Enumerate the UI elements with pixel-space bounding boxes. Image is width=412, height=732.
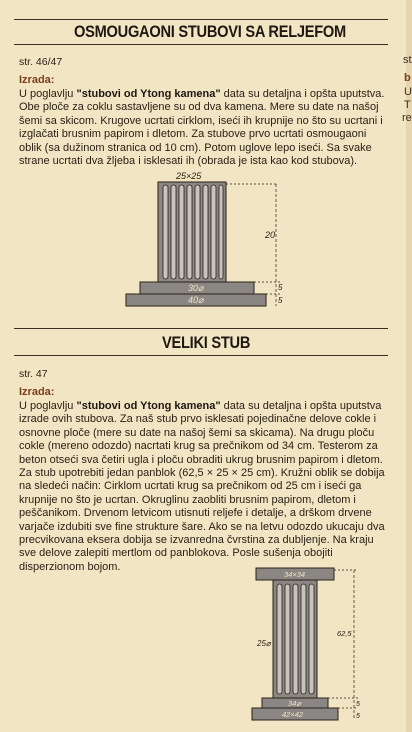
fig1-dim-5-lower: 5 — [278, 296, 283, 305]
fig2-dim-5-upper: 5 — [356, 701, 360, 708]
fig2-mid-label: 34⌀ — [288, 699, 301, 708]
fig1-mid-label: 30⌀ — [188, 283, 204, 293]
section2-figure — [238, 564, 368, 724]
section1-paragraph — [19, 88, 387, 168]
section2-text-post: data su detaljna i opšta uputstva izrade ovih stubova. Za naš stub prvo isklesati pojedinačne delove cokle i osnovne ploče (mere su date na našoj šemi sa skicama). Na drugu ploču cokle (mereno odozdo) nacrtati krug sa prečnikom od 34 cm. Testerom za beton otseći sva četiri ugla i ploču obraditi ukrug brusnim papirom i dletom. Za stub upotrebiti jedan panblok (62,5 × 25 × 25 cm). Kružni oblik se dobija na sledeći način: Cirklom ucrtati krug sa prečnikom od 25 cm i iseći ga krupnije no što je ucrtan. Okruglinu zaobliti brusnim papirom, dletom i peščanikom. Drvenom letvicom utisnuti reljefe i detalje, a drškom drvene varjače izdubiti sve fine strukture šare. Ako se na letvu odozdo ukucaju dva precvikovana eksera dobija se izvanredna čvrstina za dubljenje. Na kraju sve delove zalepiti mertlom od panblokova. Posle sušenja obojiti disperzionom bojom. — [19, 400, 385, 573]
margin-letter-1: st — [403, 54, 412, 66]
section1-izrada-label: Izrada: — [19, 74, 55, 86]
margin-letter-5: re — [402, 112, 412, 124]
section1-text-post: data su detaljna i opšta uputstva. Obe ploče za coklu sastavljene su od dva kamena. Mere su date na našoj šemi sa skicom. Krugove ucrtati cirklom, iseći ih krupnije no što su ucrtani i izglačati brusnim papirom i dletom. Za stubove prvo ucrtati osmougaoni oblik (sa dužinom stranica od 10 cm). Potom uglove lepo iseći. Sa svake strane ucrtati dva žljeba i isklesati ih (obrada je ista kao kod stubova). — [19, 88, 385, 168]
section2-izrada-label: Izrada: — [19, 386, 55, 398]
section1-bottom-rule — [14, 44, 388, 45]
section1-figure — [118, 168, 298, 310]
fig1-dim-5-upper: 5 — [278, 283, 283, 292]
section2-page-ref: str. 47 — [19, 368, 48, 380]
fig2-height-label: 62,5 — [337, 629, 352, 638]
margin-letter-2: b — [404, 72, 411, 84]
section2-title: VELIKI STUB — [162, 333, 251, 352]
fig2-base-label: 42×42 — [282, 710, 304, 719]
fig2-dim-5-lower: 5 — [356, 713, 360, 720]
section2-text-bold: "stubovi od Ytong kamena" — [76, 400, 221, 412]
section2-bottom-rule — [14, 355, 388, 356]
margin-letter-4: T — [404, 99, 411, 111]
section1-title: OSMOUGAONI STUBOVI SA RELJEFOM — [74, 22, 346, 41]
section2-text-pre: U poglavlju — [19, 400, 77, 412]
fig1-height-label: 20 — [265, 230, 276, 240]
section2-paragraph — [19, 400, 389, 574]
fig2-shaft-label: 25⌀ — [257, 639, 271, 648]
fig2-top-label: 34×34 — [284, 570, 306, 579]
fig1-top-label: 25×25 — [176, 171, 202, 181]
margin-letter-3: U — [404, 86, 412, 98]
section1-text-pre: U poglavlju — [19, 88, 77, 100]
section2-top-rule — [14, 328, 388, 329]
section1-page-ref: str. 46/47 — [19, 56, 63, 68]
section1-top-rule — [14, 19, 388, 20]
section1-text-bold: "stubovi od Ytong kamena" — [76, 88, 221, 100]
fig1-base-label: 40⌀ — [188, 295, 204, 305]
